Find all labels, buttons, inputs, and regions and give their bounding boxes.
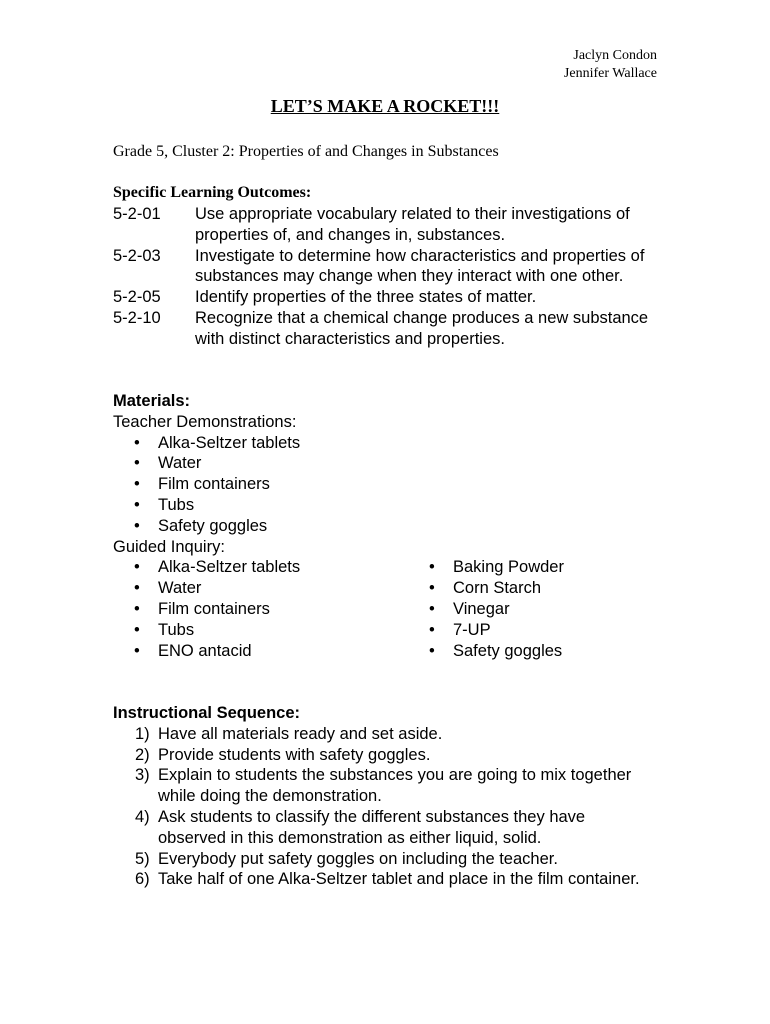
outcome-item	[113, 204, 673, 246]
material-label: Safety goggles	[158, 516, 268, 535]
bullet-icon: •	[134, 579, 140, 598]
step-number: 1)	[135, 724, 150, 743]
list-item	[408, 641, 673, 662]
bullet-icon: •	[429, 599, 435, 618]
bullet-icon: •	[134, 599, 140, 618]
list-item	[408, 599, 673, 620]
list-item	[113, 849, 653, 870]
step-text: Everybody put safety goggles on including the teacher.	[158, 849, 558, 868]
list-item	[408, 557, 673, 578]
outcomes-list	[113, 204, 673, 350]
bullet-icon: •	[134, 641, 140, 660]
sequence-heading: Instructional Sequence:	[113, 704, 301, 722]
outcome-code: 5-2-10	[113, 308, 161, 327]
teacher-demonstrations-label: Teacher Demonstrations:	[113, 412, 297, 431]
outcome-item	[113, 246, 673, 288]
step-text: Explain to students the substances you are going to mix together while doing the demonstration.	[158, 766, 632, 806]
list-item	[113, 495, 673, 516]
bullet-icon: •	[429, 558, 435, 577]
bullet-icon: •	[134, 558, 140, 577]
outcome-text: Investigate to determine how characteristics and properties of substances may change when they interact with one other.	[195, 246, 645, 286]
outcome-code: 5-2-03	[113, 246, 161, 265]
list-item	[113, 641, 408, 662]
list-item	[113, 724, 653, 745]
step-text: Provide students with safety goggles.	[158, 745, 431, 764]
list-item	[113, 453, 673, 474]
author-block	[564, 47, 657, 83]
outcome-code: 5-2-05	[113, 288, 161, 307]
outcome-text: Identify properties of the three states of matter.	[195, 288, 537, 307]
material-label: ENO antacid	[158, 641, 252, 660]
step-number: 5)	[135, 849, 150, 868]
list-item	[113, 620, 408, 641]
material-label: Alka-Seltzer tablets	[158, 558, 301, 577]
sequence-steps	[113, 724, 653, 890]
materials-heading: Materials:	[113, 392, 191, 410]
list-item	[113, 433, 673, 454]
guided-materials	[113, 557, 673, 661]
list-item	[113, 745, 653, 766]
outcome-text: Recognize that a chemical change produces a new substance with distinct characteristics and properties.	[195, 308, 649, 348]
guided-materials-left-list	[113, 557, 408, 661]
outcome-item	[113, 287, 673, 308]
material-label: Film containers	[158, 599, 270, 618]
material-label: Vinegar	[453, 599, 510, 618]
list-item	[113, 557, 408, 578]
step-number: 3)	[135, 766, 150, 785]
outcomes-heading: Specific Learning Outcomes:	[113, 184, 312, 201]
page-title: LET’S MAKE A ROCKET!!!	[270, 96, 500, 116]
outcome-code: 5-2-01	[113, 205, 161, 223]
bullet-icon: •	[134, 475, 140, 494]
material-label: Alka-Seltzer tablets	[158, 433, 301, 452]
step-text: Have all materials ready and set aside.	[158, 724, 443, 743]
step-number: 4)	[135, 807, 150, 826]
step-number: 2)	[135, 745, 150, 764]
teacher-materials-list	[113, 433, 673, 537]
material-label: Baking Powder	[453, 558, 564, 577]
outcome-text: Use appropriate vocabulary related to their investigations of properties of, and changes in, substances.	[195, 205, 630, 244]
material-label: Corn Starch	[453, 579, 542, 598]
material-label: 7-UP	[453, 620, 491, 639]
list-item	[113, 474, 673, 495]
material-label: Water	[158, 454, 202, 473]
material-label: Tubs	[158, 495, 195, 514]
grade-line: Grade 5, Cluster 2: Properties of and Changes in Substances	[113, 143, 499, 160]
bullet-icon: •	[429, 620, 435, 639]
list-item	[113, 578, 408, 599]
bullet-icon: •	[134, 454, 140, 473]
instructional-sequence	[113, 703, 653, 890]
list-item	[113, 765, 653, 807]
list-item	[113, 807, 653, 849]
bullet-icon: •	[134, 495, 140, 514]
list-item	[113, 516, 673, 537]
author-name: Jaclyn Condon	[573, 48, 657, 63]
material-label: Safety goggles	[453, 641, 563, 660]
material-label: Film containers	[158, 475, 270, 494]
guided-inquiry-label: Guided Inquiry:	[113, 537, 225, 556]
materials-section	[113, 391, 673, 661]
list-item	[113, 869, 653, 890]
list-item	[113, 599, 408, 620]
list-item	[408, 578, 673, 599]
bullet-icon: •	[134, 620, 140, 639]
bullet-icon: •	[134, 516, 140, 535]
bullet-icon: •	[429, 579, 435, 598]
guided-materials-right-list	[408, 557, 673, 661]
bullet-icon: •	[134, 433, 140, 452]
outcome-item	[113, 308, 673, 350]
material-label: Tubs	[158, 620, 195, 639]
list-item	[408, 620, 673, 641]
author-name: Jennifer Wallace	[563, 66, 657, 81]
step-number: 6)	[135, 870, 150, 889]
material-label: Water	[158, 579, 202, 598]
step-text: Ask students to classify the different substances they have observed in this demonstration as either liquid, solid.	[158, 807, 586, 847]
step-text: Take half of one Alka-Seltzer tablet and place in the film container.	[158, 870, 640, 889]
bullet-icon: •	[429, 641, 435, 660]
